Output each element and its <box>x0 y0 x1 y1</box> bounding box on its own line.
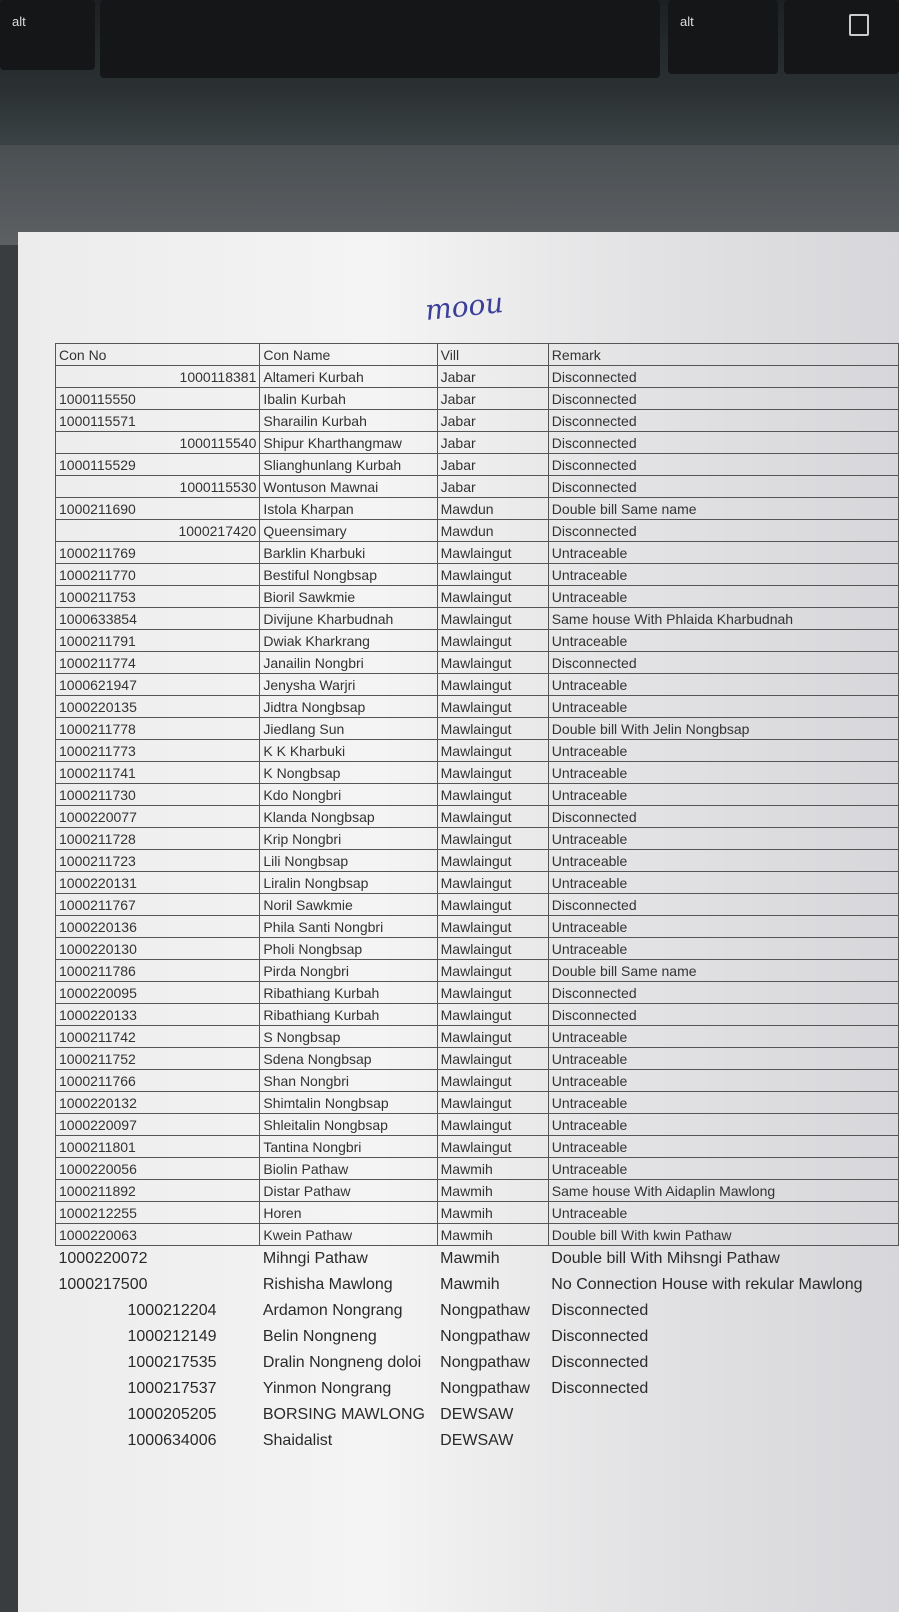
cell-con-name: Klanda Nongbsap <box>260 806 437 828</box>
cell-con-no: 1000220131 <box>56 872 260 894</box>
cell-remark: Same house With Phlaida Kharbudnah <box>548 608 898 630</box>
cell-con-no: 1000115529 <box>56 454 260 476</box>
table-row <box>56 432 899 454</box>
cell-con-name: Istola Kharpan <box>260 498 437 520</box>
cell-vill: Mawlaingut <box>437 564 548 586</box>
table-row <box>56 366 899 388</box>
desk <box>0 145 899 245</box>
cell-remark: Untraceable <box>548 1136 898 1158</box>
cell-remark: Disconnected <box>548 432 898 454</box>
cell-con-name: Distar Pathaw <box>260 1180 437 1202</box>
cell-remark: Disconnected <box>548 366 898 388</box>
table-row <box>56 498 899 520</box>
cell-con-no: 1000217500 <box>58 1276 148 1293</box>
cell-con-name: Shaidalist <box>262 1432 333 1449</box>
cell-remark: Disconnected <box>548 652 898 674</box>
table-row <box>56 1350 899 1376</box>
cell-vill: Jabar <box>437 388 548 410</box>
cell-con-name: Jenysha Warjri <box>260 674 437 696</box>
cell-con-no: 1000115550 <box>56 388 260 410</box>
table-row <box>56 938 899 960</box>
cell-con-no: 1000115571 <box>56 410 260 432</box>
cell-con-no: 1000211690 <box>56 498 260 520</box>
cell-vill: Mawlaingut <box>437 1136 548 1158</box>
table-row <box>56 630 899 652</box>
cell-con-no: 1000220077 <box>56 806 260 828</box>
cell-con-no: 1000211801 <box>56 1136 260 1158</box>
table-row <box>56 762 899 784</box>
table-row <box>56 1004 899 1026</box>
cell-vill: Mawmih <box>440 1250 500 1267</box>
cell-con-name: S Nongbsap <box>260 1026 437 1048</box>
handwritten-note: moou <box>423 285 505 328</box>
cell-con-no: 1000211770 <box>56 564 260 586</box>
cell-con-no: 1000621947 <box>56 674 260 696</box>
header-con-name: Con Name <box>260 344 437 366</box>
cell-vill: Jabar <box>437 410 548 432</box>
table-row <box>56 1428 899 1454</box>
cell-con-no: 1000633854 <box>56 608 260 630</box>
cell-remark: Untraceable <box>548 1092 898 1114</box>
alt-key-right: alt <box>668 0 778 74</box>
cell-vill: Nongpathaw <box>440 1302 530 1319</box>
table-row <box>56 806 899 828</box>
cell-con-no: 1000220136 <box>56 916 260 938</box>
cell-con-no: 1000211791 <box>56 630 260 652</box>
cell-vill: Mawlaingut <box>437 872 548 894</box>
cell-con-name: Jiedlang Sun <box>260 718 437 740</box>
cell-remark: Untraceable <box>548 784 898 806</box>
table-row <box>56 872 899 894</box>
table-row <box>56 476 899 498</box>
cell-con-no: 1000212149 <box>127 1328 217 1345</box>
cell-remark: Disconnected <box>548 388 898 410</box>
cell-con-no: 1000211728 <box>56 828 260 850</box>
table-row <box>56 586 899 608</box>
cell-con-name: Ardamon Nongrang <box>262 1302 403 1319</box>
table-row <box>56 1224 899 1246</box>
cell-con-name: Sharailin Kurbah <box>260 410 437 432</box>
alt-key-left: alt <box>0 0 95 70</box>
cell-vill: Jabar <box>437 476 548 498</box>
cell-con-name: K Nongbsap <box>260 762 437 784</box>
cell-remark: Untraceable <box>548 542 898 564</box>
cell-remark: Double bill With Mihsngi Pathaw <box>551 1250 780 1267</box>
cell-con-name: Phila Santi Nongbri <box>260 916 437 938</box>
cell-con-name: Ribathiang Kurbah <box>260 982 437 1004</box>
cell-vill: Mawlaingut <box>437 608 548 630</box>
cell-remark: Untraceable <box>548 850 898 872</box>
cell-vill: Mawdun <box>437 520 548 542</box>
cell-vill: Mawlaingut <box>437 894 548 916</box>
cell-con-name: Horen <box>260 1202 437 1224</box>
cell-con-no: 1000118381 <box>56 366 260 388</box>
cell-vill: Jabar <box>437 366 548 388</box>
cell-con-name: Pholi Nongbsap <box>260 938 437 960</box>
cell-remark: Untraceable <box>548 740 898 762</box>
cell-remark: Untraceable <box>548 564 898 586</box>
menu-key <box>784 0 899 74</box>
cell-vill: DEWSAW <box>440 1432 514 1449</box>
cell-con-no: 1000220133 <box>56 1004 260 1026</box>
cell-remark: Disconnected <box>551 1354 649 1371</box>
cell-con-name: Wontuson Mawnai <box>260 476 437 498</box>
cell-con-name: K K Kharbuki <box>260 740 437 762</box>
cell-remark: Disconnected <box>548 410 898 432</box>
cell-vill: Mawlaingut <box>437 1048 548 1070</box>
cell-remark: Disconnected <box>551 1380 649 1397</box>
table-row <box>56 740 899 762</box>
table-row <box>56 1026 899 1048</box>
cell-remark: Untraceable <box>548 938 898 960</box>
table-row <box>56 1070 899 1092</box>
cell-con-name: Shipur Kharthangmaw <box>260 432 437 454</box>
table-row <box>56 718 899 740</box>
cell-con-name: Slianghunlang Kurbah <box>260 454 437 476</box>
cell-con-no: 1000211773 <box>56 740 260 762</box>
cell-vill: Jabar <box>437 454 548 476</box>
cell-remark: Disconnected <box>548 982 898 1004</box>
cell-remark: Untraceable <box>548 1070 898 1092</box>
cell-con-name: Belin Nongneng <box>262 1328 377 1345</box>
table-row <box>56 1136 899 1158</box>
cell-con-no: 1000220097 <box>56 1114 260 1136</box>
table-row <box>56 850 899 872</box>
cell-vill: Mawmih <box>437 1224 548 1246</box>
cell-con-name: Liralin Nongbsap <box>260 872 437 894</box>
cell-remark: Disconnected <box>548 454 898 476</box>
cell-con-name: Tantina Nongbri <box>260 1136 437 1158</box>
cell-vill: Mawlaingut <box>437 850 548 872</box>
cell-vill: Mawmih <box>437 1202 548 1224</box>
table-row <box>56 1114 899 1136</box>
table-row <box>56 388 899 410</box>
cell-con-name: Jidtra Nongbsap <box>260 696 437 718</box>
table-row <box>56 1202 899 1224</box>
cell-con-no: 1000211730 <box>56 784 260 806</box>
cell-con-name: Shan Nongbri <box>260 1070 437 1092</box>
cell-vill: Mawlaingut <box>437 1004 548 1026</box>
table-row <box>56 1272 899 1298</box>
table-header <box>56 344 899 366</box>
cell-con-name: Rishisha Mawlong <box>262 1276 393 1293</box>
cell-con-no: 1000217535 <box>127 1354 217 1371</box>
cell-vill: Mawmih <box>437 1180 548 1202</box>
cell-con-no: 1000211742 <box>56 1026 260 1048</box>
cell-vill: Mawlaingut <box>437 542 548 564</box>
keyboard <box>0 0 899 150</box>
cell-con-name: Altameri Kurbah <box>260 366 437 388</box>
cell-remark: Double bill With Jelin Nongbsap <box>548 718 898 740</box>
cell-con-name: Bioril Sawkmie <box>260 586 437 608</box>
cell-con-no: 1000211786 <box>56 960 260 982</box>
cell-remark: Untraceable <box>548 630 898 652</box>
table-row <box>56 916 899 938</box>
consumer-table <box>55 343 899 1454</box>
cell-vill: Mawdun <box>437 498 548 520</box>
cell-con-no: 1000211752 <box>56 1048 260 1070</box>
cell-vill: Nongpathaw <box>440 1328 530 1345</box>
cell-con-no: 1000220072 <box>58 1250 148 1267</box>
cell-con-no: 1000211769 <box>56 542 260 564</box>
table-row <box>56 1324 899 1350</box>
cell-con-name: Sdena Nongbsap <box>260 1048 437 1070</box>
cell-remark: Double bill With kwin Pathaw <box>548 1224 898 1246</box>
cell-vill: Mawlaingut <box>437 1092 548 1114</box>
cell-con-no: 1000211741 <box>56 762 260 784</box>
cell-vill: Mawlaingut <box>437 938 548 960</box>
cell-con-no: 1000220130 <box>56 938 260 960</box>
cell-remark: Untraceable <box>548 916 898 938</box>
cell-con-no: 1000217537 <box>127 1380 217 1397</box>
cell-con-name: Noril Sawkmie <box>260 894 437 916</box>
cell-con-no: 1000115540 <box>56 432 260 454</box>
menu-icon <box>849 14 869 36</box>
header-remark: Remark <box>548 344 898 366</box>
table-row <box>56 1402 899 1428</box>
cell-con-no: 1000211723 <box>56 850 260 872</box>
cell-con-name: Yinmon Nongrang <box>262 1380 392 1397</box>
cell-vill: Mawlaingut <box>437 740 548 762</box>
cell-con-no: 1000220135 <box>56 696 260 718</box>
cell-con-no: 1000211778 <box>56 718 260 740</box>
cell-vill: Mawlaingut <box>437 762 548 784</box>
cell-con-name: Pirda Nongbri <box>260 960 437 982</box>
cell-vill: Mawlaingut <box>437 828 548 850</box>
table-row <box>56 960 899 982</box>
cell-vill: Jabar <box>437 432 548 454</box>
cell-con-name: Shimtalin Nongbsap <box>260 1092 437 1114</box>
table-row <box>56 1158 899 1180</box>
cell-vill: Mawlaingut <box>437 916 548 938</box>
cell-vill: Mawlaingut <box>437 806 548 828</box>
header-con-no: Con No <box>56 344 260 366</box>
cell-con-no: 1000212255 <box>56 1202 260 1224</box>
cell-con-no: 1000205205 <box>127 1406 217 1423</box>
table-row <box>56 1092 899 1114</box>
table-row <box>56 1048 899 1070</box>
cell-remark: Untraceable <box>548 828 898 850</box>
cell-con-no: 1000212204 <box>127 1302 217 1319</box>
cell-vill: Nongpathaw <box>440 1354 530 1371</box>
cell-vill: Mawlaingut <box>437 784 548 806</box>
cell-vill: Mawlaingut <box>437 1114 548 1136</box>
cell-remark: Double bill Same name <box>548 960 898 982</box>
cell-remark: Disconnected <box>548 806 898 828</box>
cell-con-name: Dwiak Kharkrang <box>260 630 437 652</box>
cell-con-name: Ibalin Kurbah <box>260 388 437 410</box>
cell-remark: Disconnected <box>551 1328 649 1345</box>
cell-con-name: Ribathiang Kurbah <box>260 1004 437 1026</box>
cell-vill: Mawlaingut <box>437 674 548 696</box>
cell-remark <box>548 1402 898 1428</box>
table-row <box>56 784 899 806</box>
cell-con-name: BORSING MAWLONG <box>262 1406 425 1423</box>
cell-con-name: Mihngi Pathaw <box>262 1250 368 1267</box>
cell-con-name: Krip Nongbri <box>260 828 437 850</box>
cell-con-no: 1000634006 <box>127 1432 217 1449</box>
table-row <box>56 828 899 850</box>
cell-con-name: Bestiful Nongbsap <box>260 564 437 586</box>
cell-remark: Disconnected <box>548 520 898 542</box>
cell-con-no: 1000220132 <box>56 1092 260 1114</box>
table-row <box>56 674 899 696</box>
cell-vill: Mawlaingut <box>437 586 548 608</box>
cell-remark: Untraceable <box>548 674 898 696</box>
cell-con-no: 1000220095 <box>56 982 260 1004</box>
cell-con-name: Kwein Pathaw <box>260 1224 437 1246</box>
cell-vill: Mawlaingut <box>437 1026 548 1048</box>
cell-con-no: 1000211753 <box>56 586 260 608</box>
cell-vill: DEWSAW <box>440 1406 514 1423</box>
cell-remark: Untraceable <box>548 1114 898 1136</box>
cell-con-no: 1000220056 <box>56 1158 260 1180</box>
cell-con-no: 1000217420 <box>56 520 260 542</box>
cell-remark: Untraceable <box>548 1048 898 1070</box>
table-row <box>56 608 899 630</box>
cell-con-name: Shleitalin Nongbsap <box>260 1114 437 1136</box>
cell-remark: Untraceable <box>548 1158 898 1180</box>
table-row <box>56 894 899 916</box>
cell-con-name: Dralin Nongneng doloi <box>262 1354 422 1371</box>
cell-con-name: Divijune Kharbudnah <box>260 608 437 630</box>
cell-remark <box>548 1428 898 1454</box>
cell-remark: Disconnected <box>548 894 898 916</box>
cell-remark: Untraceable <box>548 586 898 608</box>
cell-remark: Same house With Aidaplin Mawlong <box>548 1180 898 1202</box>
cell-con-name: Lili Nongbsap <box>260 850 437 872</box>
table-row <box>56 410 899 432</box>
cell-con-no: 1000211767 <box>56 894 260 916</box>
cell-con-no: 1000115530 <box>56 476 260 498</box>
cell-remark: Untraceable <box>548 696 898 718</box>
cell-con-no: 1000220063 <box>56 1224 260 1246</box>
cell-con-name: Kdo Nongbri <box>260 784 437 806</box>
cell-vill: Mawlaingut <box>437 652 548 674</box>
cell-vill: Mawlaingut <box>437 960 548 982</box>
cell-con-name: Barklin Kharbuki <box>260 542 437 564</box>
cell-remark: Untraceable <box>548 1202 898 1224</box>
table-row <box>56 1298 899 1324</box>
table-row <box>56 1246 899 1273</box>
header-vill: Vill <box>437 344 548 366</box>
cell-remark: Untraceable <box>548 1026 898 1048</box>
cell-remark: Untraceable <box>548 762 898 784</box>
cell-vill: Mawlaingut <box>437 718 548 740</box>
cell-vill: Mawlaingut <box>437 630 548 652</box>
table-row <box>56 652 899 674</box>
cell-remark: Untraceable <box>548 872 898 894</box>
table-row <box>56 696 899 718</box>
cell-con-name: Queensimary <box>260 520 437 542</box>
table-row <box>56 564 899 586</box>
table-row <box>56 1180 899 1202</box>
table-row <box>56 982 899 1004</box>
cell-remark: Double bill Same name <box>548 498 898 520</box>
table-row <box>56 520 899 542</box>
cell-remark: Disconnected <box>548 1004 898 1026</box>
cell-vill: Mawlaingut <box>437 1070 548 1092</box>
cell-vill: Mawlaingut <box>437 696 548 718</box>
cell-con-no: 1000211766 <box>56 1070 260 1092</box>
cell-vill: Mawlaingut <box>437 982 548 1004</box>
cell-con-name: Biolin Pathaw <box>260 1158 437 1180</box>
cell-con-no: 1000211892 <box>56 1180 260 1202</box>
cell-vill: Mawmih <box>437 1158 548 1180</box>
cell-vill: Nongpathaw <box>440 1380 530 1397</box>
cell-remark: Disconnected <box>548 476 898 498</box>
table-row <box>56 454 899 476</box>
cell-con-no: 1000211774 <box>56 652 260 674</box>
table-row <box>56 1376 899 1402</box>
spacebar <box>100 0 660 78</box>
cell-vill: Mawmih <box>440 1276 500 1293</box>
table-row <box>56 542 899 564</box>
cell-remark: No Connection House with rekular Mawlong <box>551 1276 863 1293</box>
cell-remark: Disconnected <box>551 1302 649 1319</box>
cell-con-name: Janailin Nongbri <box>260 652 437 674</box>
